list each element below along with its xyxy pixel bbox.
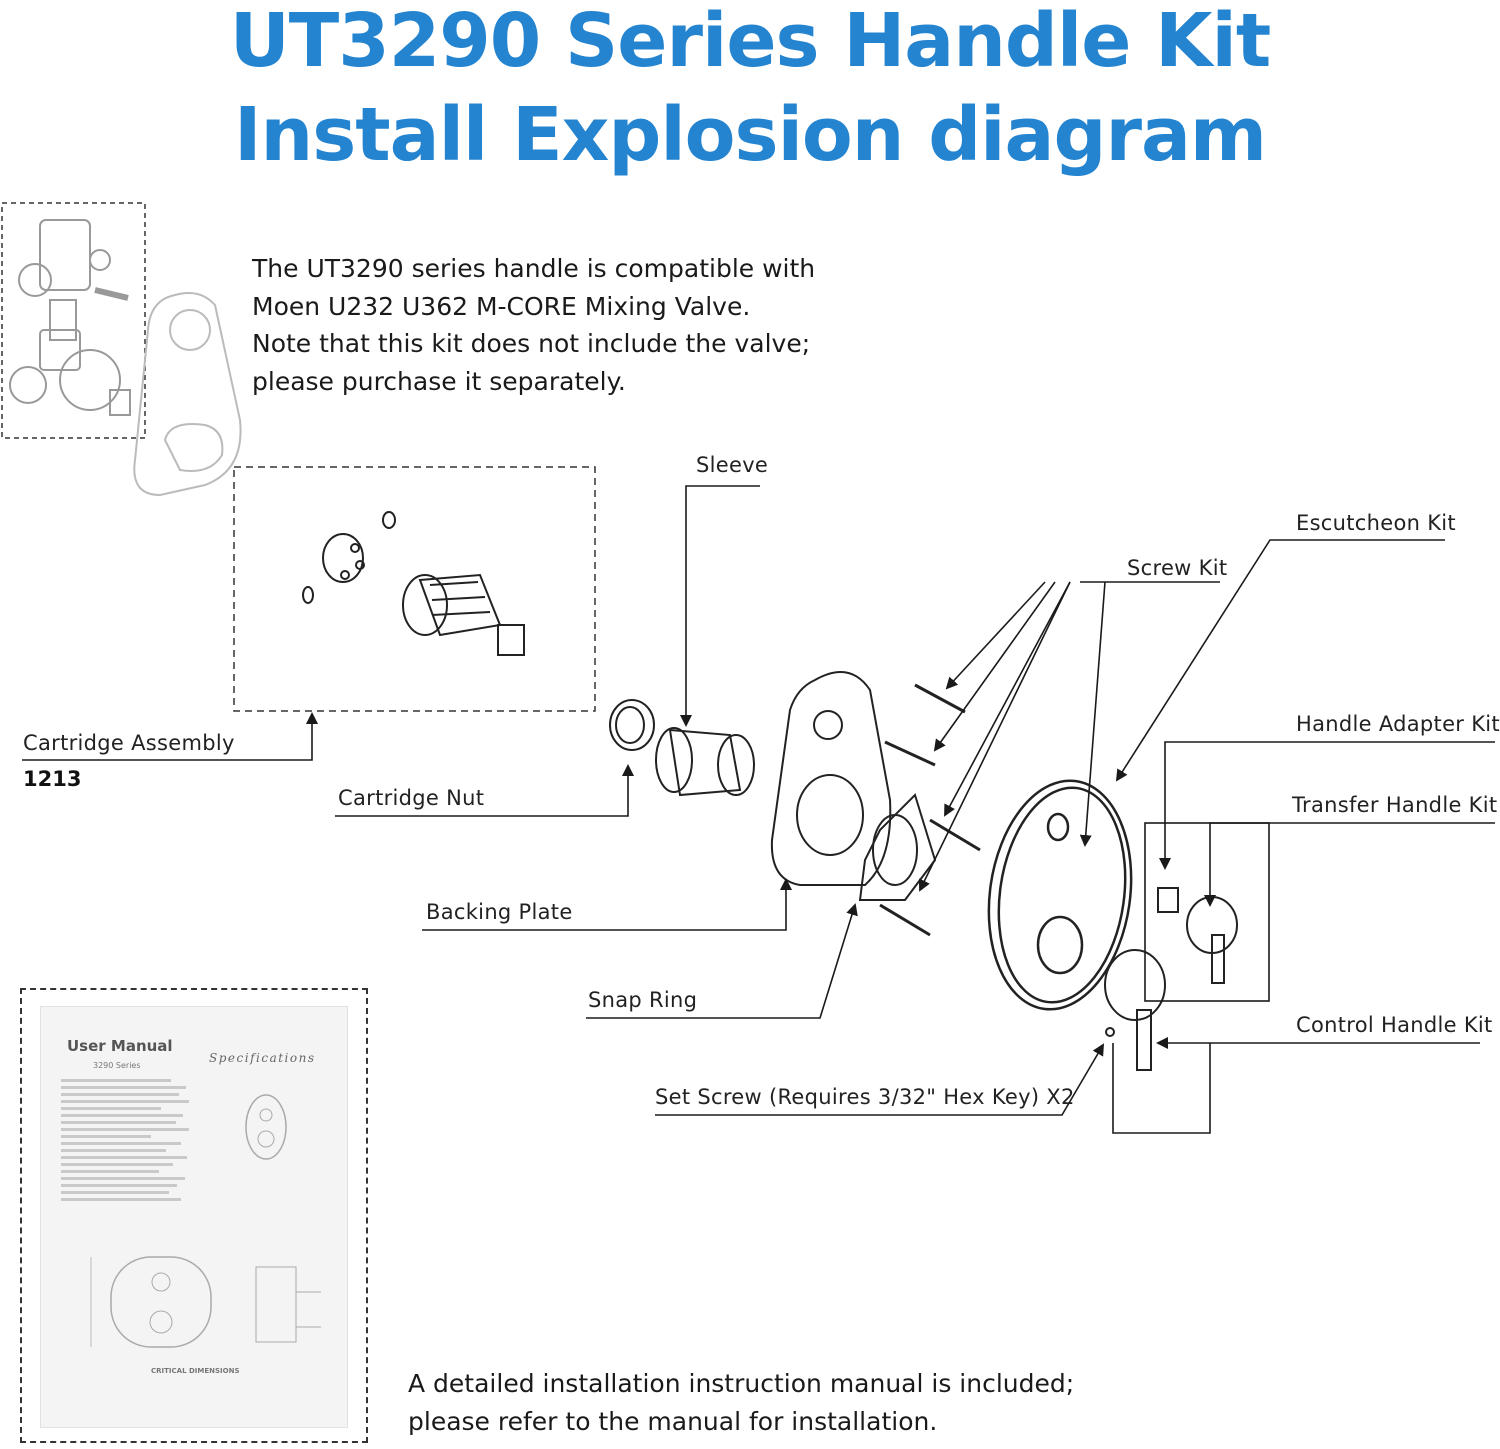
handle-adapter-kit-label: Handle Adapter Kit <box>1296 712 1500 736</box>
title-line-1: UT3290 Series Handle Kit <box>229 0 1271 84</box>
manual-dimensions-drawing <box>71 1247 331 1357</box>
compatibility-line: please purchase it separately. <box>252 366 626 396</box>
compatibility-line: Note that this kit does not include the valve; <box>252 329 811 358</box>
manual-title: User Manual <box>67 1037 173 1055</box>
screw-kit-label: Screw Kit <box>1127 556 1228 580</box>
screws-illustration <box>880 685 980 935</box>
escutcheon-illustration <box>975 771 1146 1018</box>
user-manual-box <box>20 988 368 1443</box>
transfer-handle-kit-label: Transfer Handle Kit <box>1292 793 1498 817</box>
manual-spec-image <box>236 1087 296 1167</box>
title-line-2: Install Explosion diagram <box>234 92 1266 178</box>
manual-note-line: A detailed installation instruction manual is included; <box>408 1369 1075 1398</box>
cartridge-nut-illustration <box>610 700 654 750</box>
user-manual-page <box>40 1006 348 1428</box>
manual-text-block <box>61 1079 191 1205</box>
control-handle-kit-label: Control Handle Kit <box>1296 1013 1493 1037</box>
snap-ring-label: Snap Ring <box>588 988 698 1012</box>
faded-plate <box>134 293 240 495</box>
control-handle-illustration <box>1105 950 1165 1070</box>
snap-ring-illustration <box>860 795 935 900</box>
manual-note <box>408 1365 1074 1440</box>
valve-illustration <box>10 220 130 415</box>
compatibility-line: Moen U232 U362 M-CORE Mixing Valve. <box>252 291 751 321</box>
cartridge-assembly-label: Cartridge Assembly <box>23 731 235 755</box>
cartridge-assembly-code: 1213 <box>23 767 82 791</box>
transfer-handle-illustration <box>1158 888 1237 983</box>
manual-specifications: Specifications <box>209 1051 316 1065</box>
compatibility-line: The UT3290 series handle is compatible with <box>252 254 816 283</box>
backing-plate-label: Backing Plate <box>426 900 573 924</box>
manual-critical-dimensions: CRITICAL DIMENSIONS <box>151 1367 240 1375</box>
set-screw-label: Set Screw (Requires 3/32" Hex Key) X2 <box>655 1085 1075 1109</box>
sleeve-illustration <box>656 728 754 795</box>
manual-note-line: please refer to the manual for installation. <box>408 1406 938 1436</box>
cartridge-nut-label: Cartridge Nut <box>338 786 485 810</box>
cartridge-illustration <box>303 512 524 655</box>
cartridge-dashed-box <box>234 467 595 711</box>
manual-subtitle: 3290 Series <box>93 1061 141 1070</box>
escutcheon-kit-label: Escutcheon Kit <box>1296 511 1456 535</box>
sleeve-label: Sleeve <box>696 453 769 477</box>
